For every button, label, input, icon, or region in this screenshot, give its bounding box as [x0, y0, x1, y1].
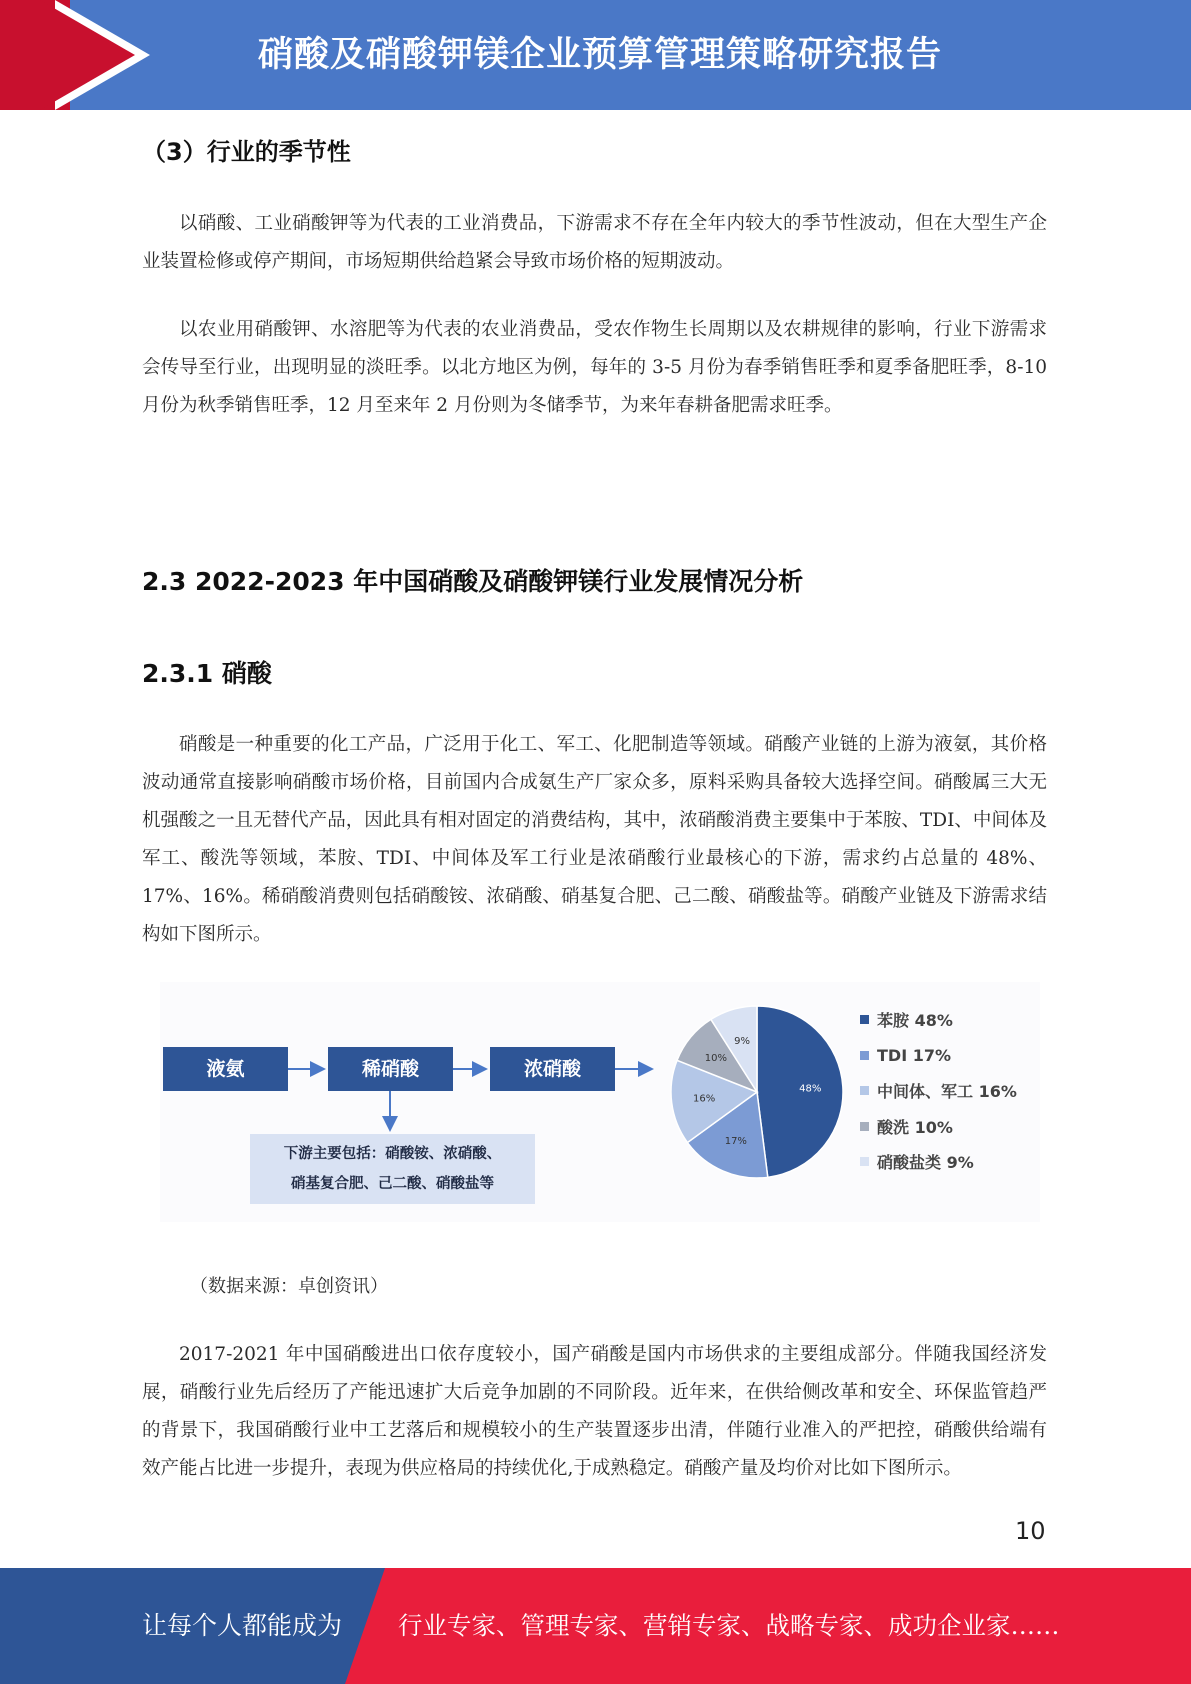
legend-item — [860, 1109, 1017, 1145]
pie-chart — [667, 1002, 847, 1182]
legend-item — [860, 1144, 1017, 1180]
data-source: （数据来源：卓创资讯） — [190, 1276, 388, 1297]
paragraph: 以农业用硝酸钾、水溶肥等为代表的农业消费品，受农作物生长周期以及农耕规律的影响，行业下游需求会传导至行业，出现明显的淡旺季。以北方地区为例，每年的 3-5 月份为春季销售旺季和夏季备肥旺季，8-10 月份为秋季销售旺季，12 月至来年 2 月份则为冬储季节，为来年春耕备肥需求旺季。 — [142, 319, 1047, 416]
footer-slogan-left: 让每个人都能成为 — [142, 1611, 343, 1640]
footer-banner — [0, 1568, 1191, 1684]
legend-swatch — [860, 1086, 869, 1095]
legend-swatch — [860, 1015, 869, 1024]
legend-item — [860, 1038, 1017, 1074]
section-heading: 2.3 2022-2023 年中国硝酸及硝酸钾镁行业发展情况分析 — [142, 567, 804, 596]
footer-slogan-right: 行业专家、管理专家、营销专家、战略专家、成功企业家…… — [398, 1611, 1060, 1640]
pie-slice-label: 17% — [724, 1135, 747, 1147]
pie-legend — [860, 1002, 1017, 1180]
legend-item — [860, 1073, 1017, 1109]
section-heading-seasonality: （3）行业的季节性 — [142, 138, 351, 166]
legend-label: TDI 17% — [877, 1045, 952, 1065]
flow-box-concentrated-nitric-acid: 浓硝酸 — [490, 1047, 615, 1091]
paragraph: 以硝酸、工业硝酸钾等为代表的工业消费品，下游需求不存在全年内较大的季节性波动，但在大型生产企业装置检修或停产期间，市场短期供给趋紧会导致市场价格的短期波动。 — [142, 213, 1047, 272]
industry-chain-figure — [160, 982, 1040, 1222]
pie-slice-label: 9% — [734, 1035, 751, 1047]
flow-box-dilute-nitric-acid: 稀硝酸 — [328, 1047, 453, 1091]
pie-slice-label: 48% — [799, 1083, 822, 1095]
downstream-line: 下游主要包括：硝酸铵、浓硝酸、 — [283, 1146, 502, 1162]
report-title: 硝酸及硝酸钾镁企业预算管理策略研究报告 — [257, 35, 942, 75]
page-number: 10 — [1015, 1517, 1046, 1545]
flow-box-liquid-ammonia: 液氨 — [163, 1047, 288, 1091]
header-banner — [0, 0, 1191, 110]
legend-swatch — [860, 1157, 869, 1166]
legend-swatch — [860, 1051, 869, 1060]
legend-label: 酸洗 10% — [877, 1117, 953, 1137]
downstream-box — [250, 1134, 535, 1204]
paragraph: 硝酸是一种重要的化工产品，广泛用于化工、军工、化肥制造等领域。硝酸产业链的上游为液氨，其价格波动通常直接影响硝酸市场价格，目前国内合成氨生产厂家众多，原料采购具备较大选择空间。硝酸属三大无机强酸之一且无替代产品，因此具有相对固定的消费结构，其中，浓硝酸消费主要集中于苯胺、TDI、中间体及军工、酸洗等领域，苯胺、TDI、中间体及军工行业是浓硝酸行业最核心的下游，需求约占总量的 48%、17%、16%。稀硝酸消费则包括硝酸铵、浓硝酸、硝基复合肥、己二酸、硝酸盐等。硝酸产业链及下游需求结构如下图所示。 — [142, 734, 1047, 945]
legend-label: 中间体、军工 16% — [877, 1082, 1017, 1102]
pie-slice-label: 10% — [704, 1053, 728, 1065]
header-arrow — [40, 0, 135, 110]
legend-label: 苯胺 48% — [877, 1011, 953, 1031]
pie-slice-label: 16% — [692, 1093, 716, 1105]
legend-swatch — [860, 1122, 869, 1131]
legend-label: 硝酸盐类 9% — [877, 1153, 974, 1173]
subsection-heading: 2.3.1 硝酸 — [142, 659, 272, 688]
paragraph: 2017-2021 年中国硝酸进出口依存度较小，国产硝酸是国内市场供求的主要组成部分。伴随我国经济发展，硝酸行业先后经历了产能迅速扩大后竞争加剧的不同阶段。近年来，在供给侧改革和安全、环保监管趋严的背景下，我国硝酸行业中工艺落后和规模较小的生产装置逐步出清，伴随行业准入的严把控，硝酸供给端有效产能占比进一步提升，表现为供应格局的持续优化,于成熟稳定。硝酸产量及均价对比如下图所示。 — [142, 1344, 1047, 1479]
legend-item — [860, 1002, 1017, 1038]
downstream-line: 硝基复合肥、己二酸、硝酸盐等 — [291, 1176, 494, 1192]
